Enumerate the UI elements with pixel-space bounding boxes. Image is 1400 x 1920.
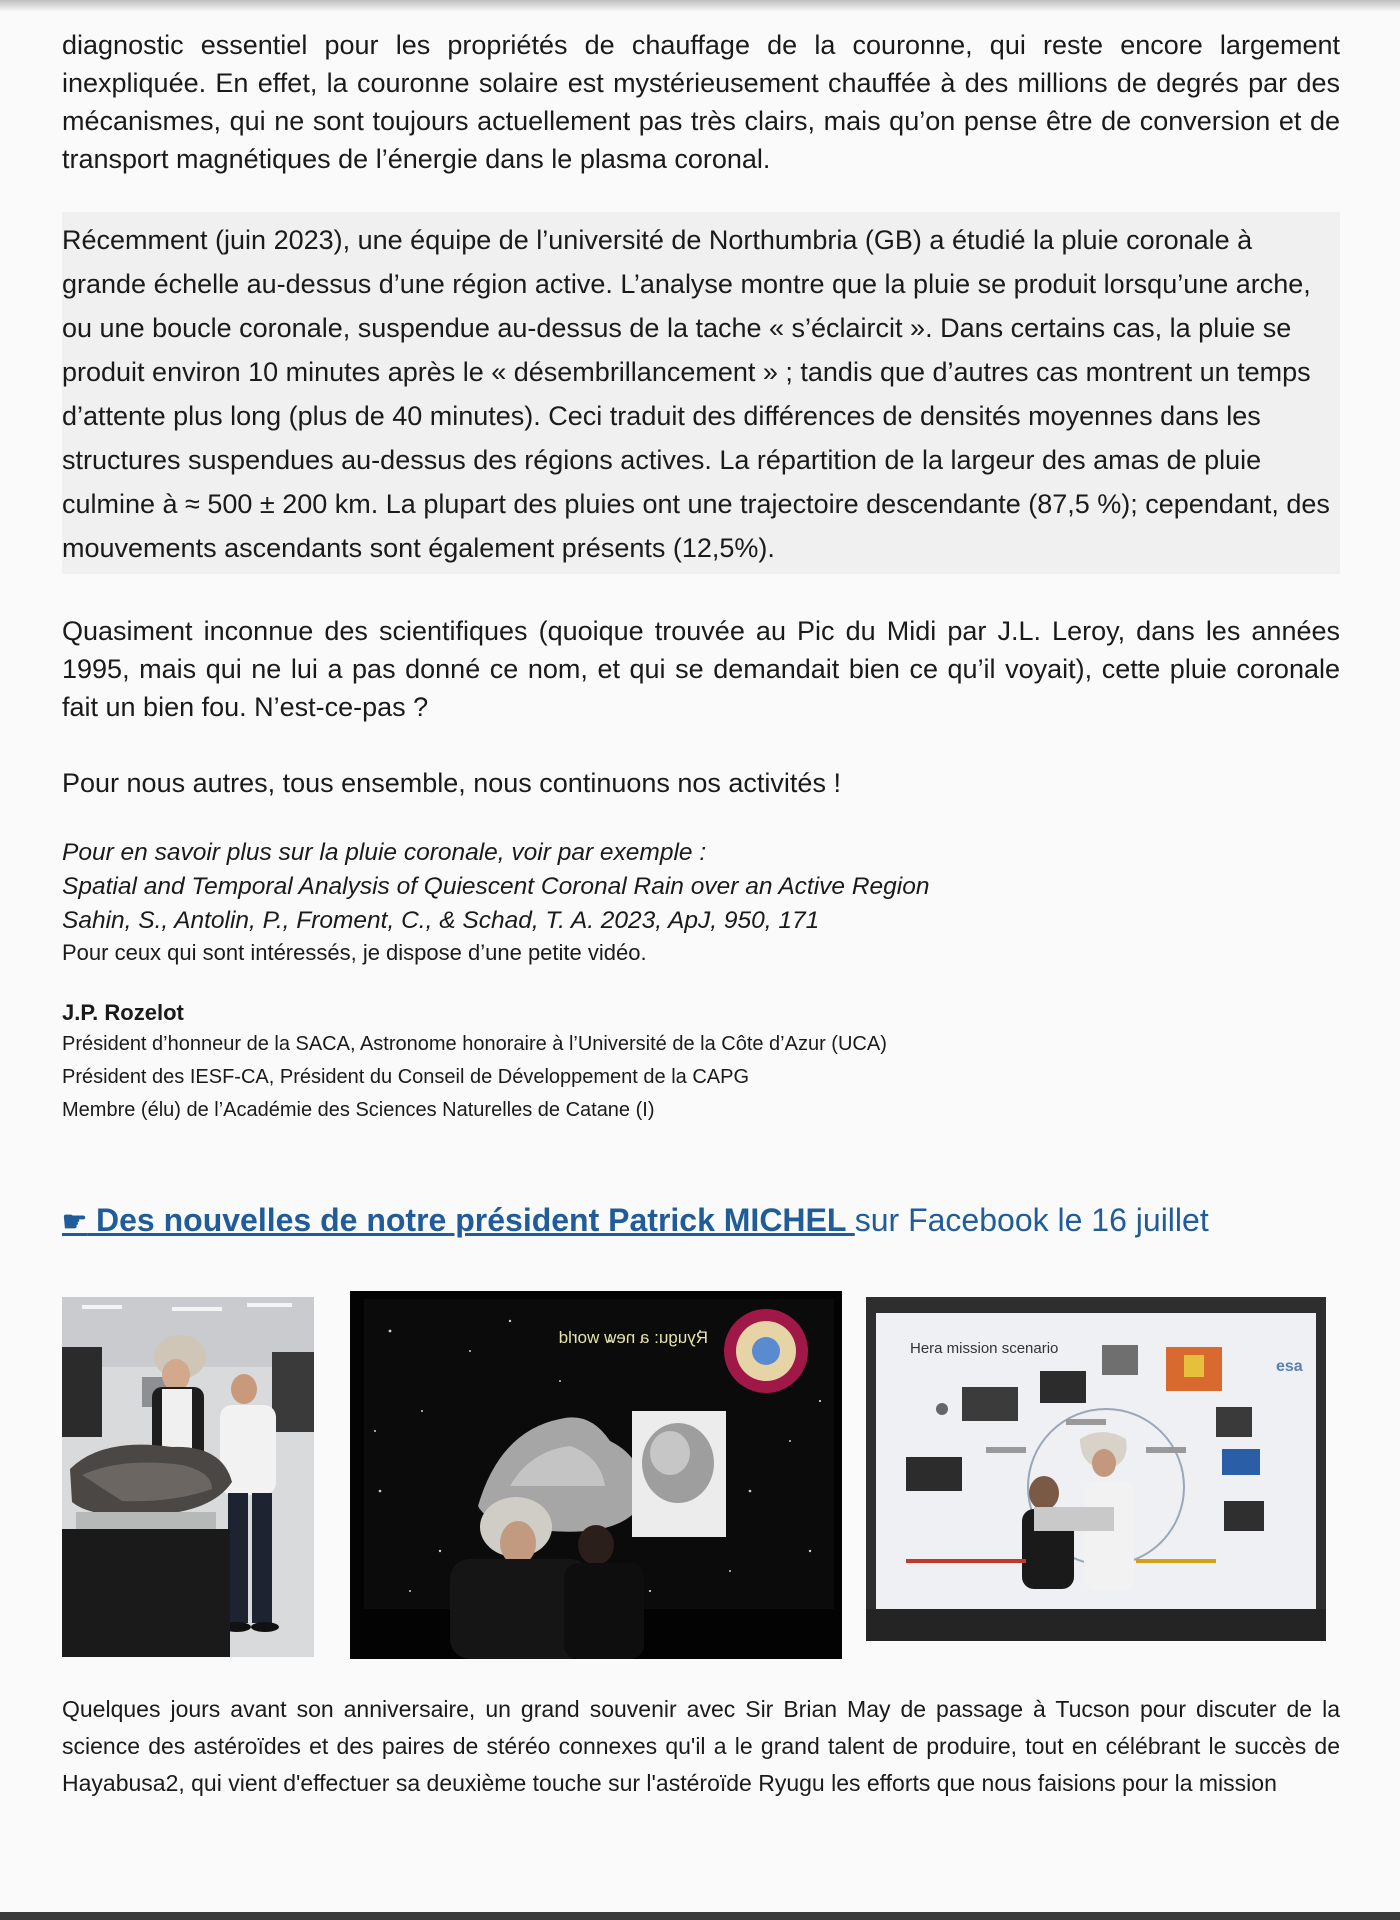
photo-row — [62, 1291, 1340, 1663]
photo-hera-illustration — [866, 1297, 1326, 1641]
paragraph-leroy: Quasiment inconnue des scientifiques (quoique trouvée au Pic du Midi par J.L. Leroy, dans les années 1995, mais qui ne lui a pas donné ce nom, et qui se demandait bien ce qu’il voyait), cette pluie coronale fait un bien fou. N’est-ce-pas ? — [62, 616, 1340, 722]
signature-line-2: Président des IESF-CA, Président du Conseil de Développement de la CAPG — [62, 1066, 750, 1088]
reference-block — [62, 836, 1340, 968]
photo-hera-slide — [866, 1297, 1326, 1641]
reference-title: Spatial and Temporal Analysis of Quiescent Coronal Rain over an Active Region — [62, 873, 930, 900]
photo-ryugu-illustration — [350, 1291, 842, 1659]
section-heading-suffix: sur Facebook le 16 juillet — [854, 1202, 1209, 1238]
hera-slide-title: Hera mission scenario — [910, 1340, 1059, 1357]
link-text: Des nouvelles de notre président Patrick MICHEL — [96, 1202, 855, 1238]
paragraph-coronal-rain-study: Récemment (juin 2023), une équipe de l’université de Northumbria (GB) a étudié la pluie coronale à grande échelle au-dessus d’une région active. L’analyse montre que la pluie se produit lorsqu’une arche, ou une boucle coronale, suspendue au-dessus de la tache « s’éclaircit ». Dans certains cas, la pluie se produit environ 10 minutes après le « désembrillancement » ; tandis que d’autres cas montrent un temps d’attente plus long (plus de 40 minutes). Ceci traduit des différences de densités moyennes dans les structures suspendues au-dessus des régions actives. La répartition de la largeur des amas de pluie culmine à ≈ 500 ± 200 km. La plupart des pluies ont une trajectoire descendante (87,5 %); cependant, des mouvements ascendants sont également présents (12,5%). — [62, 225, 1330, 563]
signature-line-3: Membre (élu) de l’Académie des Sciences Naturelles de Catane (I) — [62, 1099, 655, 1121]
signature-block — [62, 998, 1340, 1127]
section-heading — [62, 1199, 1340, 1243]
photo-meteorite-illustration — [62, 1297, 314, 1657]
signature-line-1: Président d’honneur de la SACA, Astronome honoraire à l’Université de la Côte d’Azur (UCA) — [62, 1033, 887, 1055]
highlighted-paragraph-block — [62, 212, 1340, 574]
photo-meteorite — [62, 1297, 314, 1657]
signature-name: J.P. Rozelot — [62, 1000, 184, 1025]
page-bottom-edge — [0, 1912, 1400, 1920]
facebook-news-link[interactable] — [62, 1202, 855, 1238]
ryugu-slide-text: Ryugu: a new world — [558, 1328, 708, 1347]
esa-logo: esa — [1276, 1358, 1303, 1375]
document-page — [62, 26, 1340, 1802]
reference-intro: Pour en savoir plus sur la pluie coronale, voir par exemple : — [62, 839, 707, 866]
photo-caption: Quelques jours avant son anniversaire, un grand souvenir avec Sir Brian May de passage à Tucson pour discuter de la science des astéroïdes et des paires de stéréo connexes qu'il a le grand talent de produire, tout en célébrant le succès de Hayabusa2, qui vient d'effectuer sa deuxième touche sur l'astéroïde Ryugu les efforts que nous faisions pour la mission — [62, 1696, 1340, 1796]
paragraph-activities: Pour nous autres, tous ensemble, nous continuons nos activités ! — [62, 768, 841, 798]
page-top-shadow — [0, 0, 1400, 12]
pointing-hand-icon: ☛ — [62, 1206, 88, 1237]
video-note: Pour ceux qui sont intéressés, je dispose d’une petite vidéo. — [62, 940, 647, 965]
paragraph-intro: diagnostic essentiel pour les propriétés de chauffage de la couronne, qui reste encore largement inexpliquée. En effet, la couronne solaire est mystérieusement chauffée à des millions de degrés par des mécanismes, qui ne sont toujours actuellement pas très clairs, mais qu’on pense être de conversion et de transport magnétiques de l’énergie dans le plasma coronal. — [62, 30, 1340, 174]
reference-authors: Sahin, S., Antolin, P., Froment, C., & Schad, T. A. 2023, ApJ, 950, 171 — [62, 907, 820, 934]
photo-ryugu-slide — [350, 1291, 842, 1659]
